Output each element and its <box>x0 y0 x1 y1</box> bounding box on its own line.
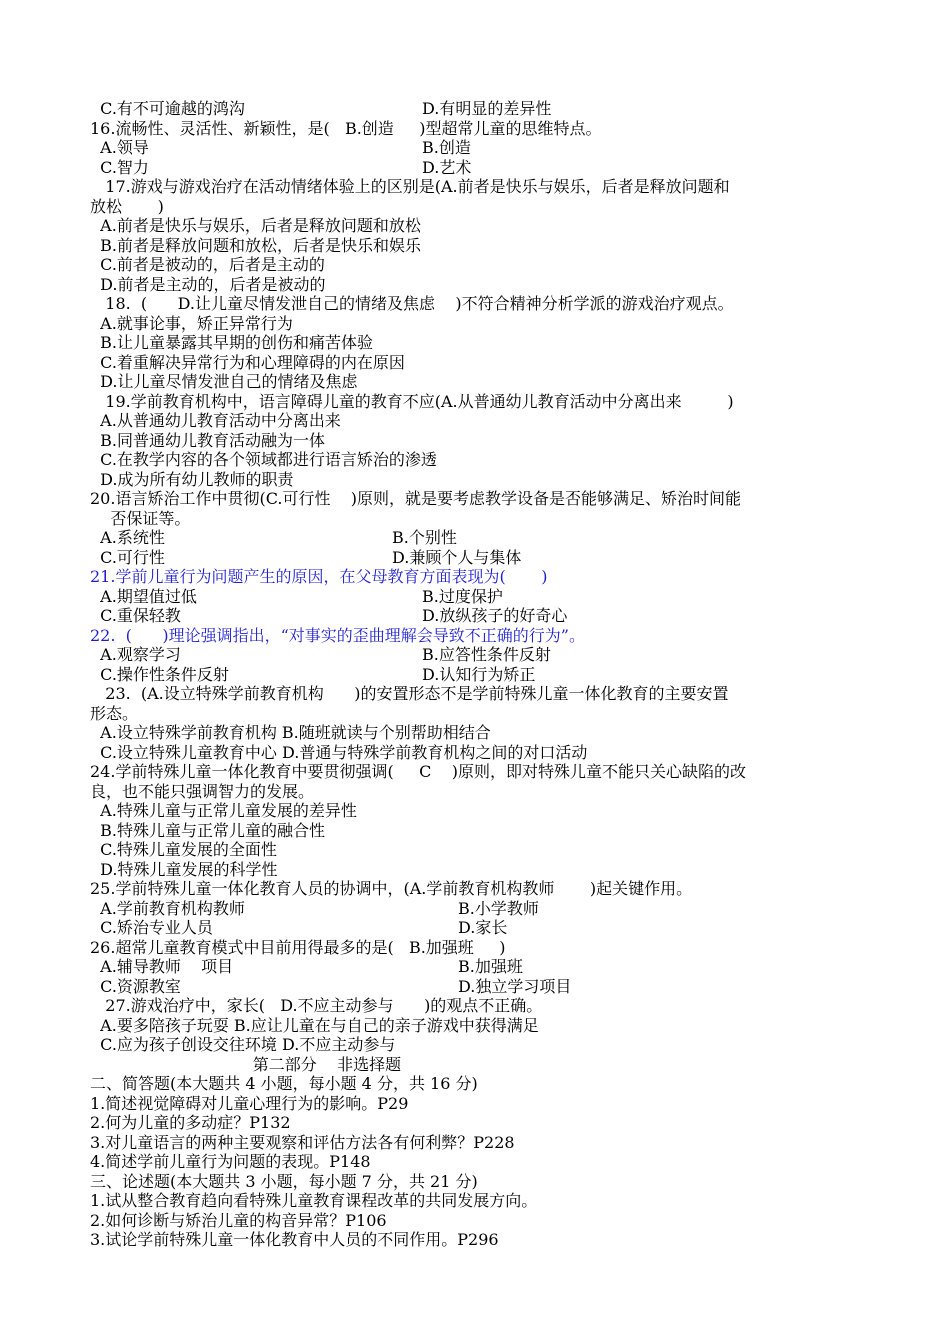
document-line <box>90 704 138 723</box>
line-text: C.重保轻教 <box>90 606 181 625</box>
line-option-right: D.艺术 <box>422 157 472 177</box>
line-text: A.特殊儿童与正常儿童发展的差异性 <box>90 801 357 820</box>
document-line <box>90 450 437 469</box>
line-text: B.同普通幼儿教育活动融为一体 <box>90 430 326 450</box>
document-line <box>90 157 472 177</box>
line-text: 3.对儿童语言的两种主要观察和评估方法各有何利弊？P228 <box>90 1132 515 1152</box>
document-line <box>90 898 539 918</box>
document-line <box>90 489 741 508</box>
line-text: 21.学前儿童行为问题产生的原因，在父母教育方面表现为( ) <box>90 567 548 586</box>
line-text: C.着重解决异常行为和心理障碍的内在原因 <box>90 352 405 372</box>
line-text: C.特殊儿童发展的全面性 <box>90 840 277 859</box>
document-line <box>90 314 293 333</box>
document-line <box>90 392 734 411</box>
document-line <box>90 918 508 937</box>
document-line <box>90 353 405 372</box>
document-line <box>90 1152 371 1171</box>
document-line <box>90 119 601 138</box>
document-line <box>90 372 358 391</box>
document-line <box>90 684 729 703</box>
line-text: A.学前教育机构教师 <box>90 898 245 918</box>
document-line <box>90 1035 395 1054</box>
document-line <box>90 255 325 274</box>
document-line <box>90 294 734 313</box>
document-line <box>90 431 325 450</box>
line-text: 20.语言矫治工作中贯彻(C.可行性 )原则，就是要考虑教学设备是否能够满足、矫治时间能 <box>90 489 742 508</box>
document-line <box>90 1055 401 1074</box>
line-text: B.特殊儿童与正常儿童的融合性 <box>90 820 326 840</box>
line-text: 放松 ) <box>90 196 164 216</box>
document-line <box>90 99 552 118</box>
line-text: A.就事论事，矫正异常行为 <box>90 313 293 333</box>
line-text: 第二部分 非选择题 <box>90 1054 402 1074</box>
line-text: A.要多陪孩子玩耍 B.应让儿童在与自己的亲子游戏中获得满足 <box>90 1015 539 1035</box>
line-option-right: D.家长 <box>458 918 508 937</box>
document-line <box>90 1016 539 1035</box>
document-line <box>90 216 421 235</box>
line-text: 良，也不能只强调智力的发展。 <box>90 781 315 801</box>
document-line <box>90 275 326 294</box>
document-line <box>90 782 314 801</box>
line-text: 25.学前特殊儿童一体化教育人员的协调中，(A.学前教育机构教师 )起关键作用。 <box>90 879 693 898</box>
line-text: C.可行性 <box>90 547 165 567</box>
document-line <box>90 197 164 216</box>
line-text: 22. ( )理论强调指出，“对事实的歪曲理解会导致不正确的行为”。 <box>90 625 585 645</box>
line-option-right: B.创造 <box>422 138 471 157</box>
line-text: C.应为孩子创设交往环境 D.不应主动参与 <box>90 1035 396 1054</box>
line-text: A.设立特殊学前教育机构 B.随班就读与个别帮助相结合 <box>90 723 491 742</box>
line-text: D.让儿童尽情发泄自己的情绪及焦虑 <box>90 372 358 391</box>
line-option-right: B.个别性 <box>392 528 457 547</box>
line-text: B.前者是释放问题和放松，后者是快乐和娱乐 <box>90 235 422 255</box>
line-text: 17.游戏与游戏治疗在活动情绪体验上的区别是(A.前者是快乐与娱乐，后者是释放问题和 <box>90 177 730 196</box>
line-text: C.在教学内容的各个领域都进行语言矫治的渗透 <box>90 450 437 469</box>
line-text: C.操作性条件反射 <box>90 664 229 684</box>
line-text: C.矫治专业人员 <box>90 918 213 937</box>
line-option-right: D.兼顾个人与集体 <box>392 547 522 567</box>
line-text: 24.学前特殊儿童一体化教育中要贯彻强调( C )原则，即对特殊儿童不能只关心缺陷的改 <box>90 762 746 781</box>
document-line <box>90 938 505 957</box>
line-text: 三、论述题(本大题共 3 小题，每小题 7 分，共 21 分) <box>90 1171 478 1191</box>
line-text: D.前者是主动的，后者是被动的 <box>90 274 326 294</box>
line-text: 4.简述学前儿童行为问题的表现。P148 <box>90 1152 371 1171</box>
document-line <box>90 821 325 840</box>
line-text: 27.游戏治疗中，家长( D.不应主动参与 )的观点不正确。 <box>90 996 543 1015</box>
document-line <box>90 411 341 430</box>
line-text: 23. (A.设立特殊学前教育机构 )的安置形态不是学前特殊儿童一体化教育的主要安置 <box>90 684 729 703</box>
line-option-right: D.有明显的差异性 <box>422 99 552 118</box>
document-line <box>90 606 568 625</box>
document-line <box>90 626 585 645</box>
line-text: 形态。 <box>90 703 139 723</box>
line-text: 2.何为儿童的多动症？P132 <box>90 1113 291 1132</box>
line-option-right: B.小学教师 <box>458 898 539 918</box>
line-text: D.特殊儿童发展的科学性 <box>90 859 278 879</box>
line-text: 1.简述视觉障碍对儿童心理行为的影响。P29 <box>90 1093 409 1113</box>
document-line <box>90 957 523 976</box>
document-line <box>90 567 548 586</box>
line-text: 1.试从整合教育趋向看特殊儿童教育课程改革的共同发展方向。 <box>90 1191 538 1210</box>
document-line <box>90 236 421 255</box>
document-line <box>90 879 692 898</box>
line-text: 19.学前教育机构中，语言障碍儿童的教育不应(A.从普通幼儿教育活动中分离出来 ) <box>90 391 734 411</box>
document-line <box>90 528 457 547</box>
document-line <box>90 1113 291 1132</box>
document-line <box>90 664 536 684</box>
line-text: 26.超常儿童教育模式中目前用得最多的是( B.加强班 ) <box>90 937 506 957</box>
line-text: 二、简答题(本大题共 4 小题，每小题 4 分，共 16 分) <box>90 1074 478 1093</box>
document-line <box>90 138 471 157</box>
line-text: C.前者是被动的，后者是主动的 <box>90 255 325 274</box>
line-text: C.资源教室 <box>90 976 181 996</box>
line-text: A.辅导教师 项目 <box>90 957 234 976</box>
line-option-right: D.独立学习项目 <box>458 976 572 996</box>
document-line <box>90 723 491 742</box>
line-text: B.让儿童暴露其早期的创伤和痛苦体验 <box>90 333 374 352</box>
document-line <box>90 333 373 352</box>
document-line <box>90 177 730 196</box>
line-option-right: B.过度保护 <box>422 586 503 606</box>
document-line <box>90 1191 537 1210</box>
document-line <box>90 1230 499 1249</box>
document-line <box>90 547 522 567</box>
document-line <box>90 1211 387 1230</box>
document-line <box>90 860 278 879</box>
line-text: C.智力 <box>90 157 149 177</box>
document-line <box>90 996 542 1015</box>
line-text: 2.如何诊断与矫治儿童的构音异常？P106 <box>90 1210 387 1230</box>
line-text: A.前者是快乐与娱乐，后者是释放问题和放松 <box>90 216 421 235</box>
document-line <box>90 509 190 528</box>
line-option-right: B.加强班 <box>458 957 523 976</box>
line-text: A.观察学习 <box>90 645 181 664</box>
line-text: D.成为所有幼儿教师的职责 <box>90 469 294 489</box>
line-text: C.有不可逾越的鸿沟 <box>90 99 245 118</box>
line-text: A.期望值过低 <box>90 586 197 606</box>
line-option-right: D.认知行为矫正 <box>422 664 536 684</box>
line-text: C.设立特殊儿童教育中心 D.普通与特殊学前教育机构之间的对口活动 <box>90 742 588 762</box>
line-text: 18. ( D.让儿童尽情发泄自己的情绪及焦虑 )不符合精神分析学派的游戏治疗观点。 <box>90 294 734 313</box>
document-line <box>90 801 357 820</box>
line-text: 否保证等。 <box>90 508 191 528</box>
document-line <box>90 586 503 606</box>
document-line <box>90 1133 515 1152</box>
line-text: A.领导 <box>90 138 149 157</box>
document-line <box>90 976 572 996</box>
document-line <box>90 762 746 781</box>
line-text: A.系统性 <box>90 528 165 547</box>
document-line <box>90 1074 478 1093</box>
line-option-right: B.应答性条件反射 <box>422 645 551 664</box>
line-option-right: D.放纵孩子的好奇心 <box>422 606 568 625</box>
line-text: 16.流畅性、灵活性、新颖性，是( B.创造 )型超常儿童的思维特点。 <box>90 118 602 138</box>
line-text: 3.试论学前特殊儿童一体化教育中人员的不同作用。P296 <box>90 1230 499 1249</box>
document-line <box>90 743 587 762</box>
document-line <box>90 645 551 664</box>
document-line <box>90 1094 408 1113</box>
document-line <box>90 470 294 489</box>
line-text: A.从普通幼儿教育活动中分离出来 <box>90 411 341 430</box>
document-line <box>90 840 277 859</box>
document-line <box>90 1172 478 1191</box>
